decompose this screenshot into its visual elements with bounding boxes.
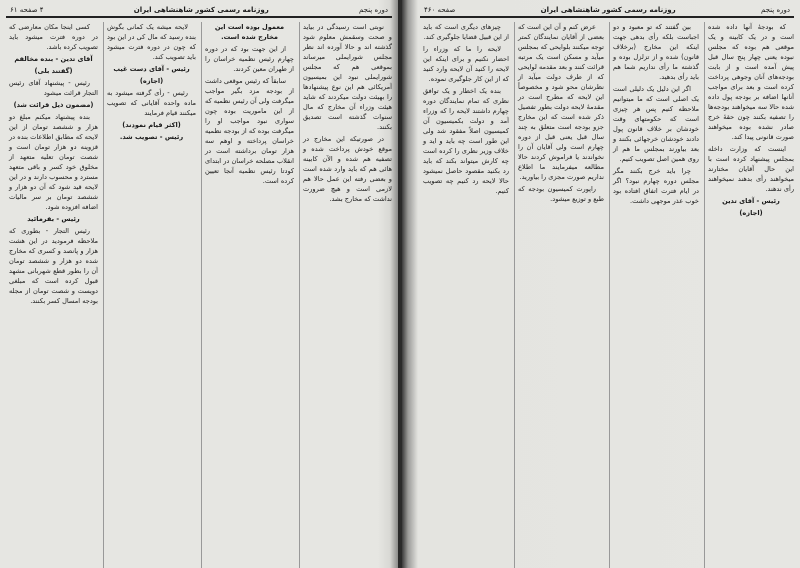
paragraph: که بودجهٔ آنها داده شده است و در یک کابینه و یک موقعی هم بوده که مجلس نبوده یعنی چهار پنج سال قبل پیش آمده است و از بابت بودجه‌های آنان وجوهی پرداخت کرده است و بعد برای مواجب آنانها اضافه بر بودجه پول داده شده حالا سه میخواهند بودجه‌ها را تصفیه بکنند چون حقهٔ خرج صادر نشده بوده میخواهند صورت قانونی پیدا کند. — [708, 23, 794, 141]
text-column — [103, 22, 196, 568]
paragraph: راپورت کمیسیون بودجه که طبع و توزیع میشود. — [518, 185, 604, 203]
paragraph: لایحه را ما که وزراء را احضار نکنیم و برای اینکه این لایحه را کنید آن لایحه وارد کنید که از این کار جلوگیری نموده. — [423, 45, 509, 83]
speaker-line: آقای تدین - بنده مخالفم — [14, 55, 93, 63]
paragraph: عرض کنم و آن این است که بعضی از آقایان نمایندگان کمتر توجه میکنند بلوایحی که بمجلس میآید و مسکن است یک مرتبه قرائت کنند و بعد مقدمه لوایحی که از طرف دولت میآید از نظرشان محو شود و مخصوصاً این لایحه که مطرح است در مقدمهٔ لایحه دولت بطور تفصیل ذکر شده است که این مخارج جزو بودجه است متعلق به چند سال قبل یعنی قبل از دوره چهارم است ولی آقایان آن را نخواندند یا فراموش کردند حالا مطالعه میفرمایند ما اطلاع نداریم صورت مجزی را بیاورید. — [518, 23, 604, 181]
page-number: ۴ صفحه ۶۱ — [10, 6, 44, 14]
session-label: دوره پنجم — [760, 6, 790, 14]
speaker-line: معمول بوده است این مخارج شده است. — [214, 23, 285, 41]
paragraph: بنده پیشنهاد میکنم مبلغ دو هزار و ششصد تومان از این لایحه که مطابق اطلاعات بنده در قزوینه دو هزار تومان است و شصت تومان تعلیه متعهد از مخلوق خود کسر و باقی متعهد مسترد و محسوب دارند و در این لایحه قید شود که آن دو هزار و ششصد تومان بر سر مالیات اضافه افزوده شود. — [9, 113, 98, 211]
speaker-line: (گفتند بلی) — [34, 67, 73, 75]
text-column — [6, 22, 98, 568]
header-rule — [420, 16, 794, 18]
header-rule — [6, 16, 392, 18]
speaker-line: رئیس - آقای تدین — [722, 197, 780, 205]
paragraph: سابقاً که رئیس موقعی داشت از بودجه مزد بگیر مواجب میگرفت ولی آن رئیس نظمیه که از این ماموریت بوده چون سواری نبود مواجب او را میگرفت بوده که از بودجه نظمیه خراسان پرداخته و اوهم سه هزار تومان برداشته است در انقلاب مصلحه خراسان در ابتدای کودتا رئیس نظمیه آنجا تعیین کرده است. — [205, 77, 294, 185]
columns — [6, 22, 392, 568]
text-column — [514, 22, 604, 568]
paragraph: کسی اینجا مکان معارضی که در دوره فترت میشود باید تصویب کرده باشد. — [9, 23, 98, 51]
paragraph: بنده یک اخطار و یک توافق نظری که تمام نمایندگان دوره چهارم داشتند لایحه را که وزراء آمد و دولت بکمیسیون آن کمیسیون اصلاً مفقود شد ولی این طور است چه باید و اید و خلاف وزیر نظری را کرده است چه کارش میتواند بکند که باید رد بکنید مقصود حاصل نمیشود حالا لایحه رد کنیم چه تصویب کنیم. — [423, 87, 509, 195]
page-header — [6, 4, 392, 14]
paragraph: در صورتیکه این مخارج در موقع خودش پرداخت شده و تصفیه هم شده و الآن کابینه هائی هم که باید وارد شده است و بعضی رفته این عمل حالا هم لازمی است و هیچ ضرورت نداشت که مخارج بشد. — [303, 135, 392, 203]
paragraph: چیزهای دیگری است که باید از این قبیل قضایا جلوگیری کند. — [423, 23, 509, 41]
speaker-line: رئیس - بفرمائید — [27, 215, 80, 223]
newspaper-title: روزنامه رسمی کشور شاهنشاهی ایران — [540, 6, 676, 14]
speaker-line: (اجازه) — [139, 77, 164, 85]
paragraph: رئیس - رأی گرفته میشود به ماده واحده آقایانی که تصویب میکنند قیام فرمایند — [107, 89, 196, 117]
paragraph: لایحه میشه یک کمانی بگوش بنده رسید که مال کی در این بود که چون در دوره فترت میشود باید تصویب کند. — [107, 23, 196, 61]
page-right — [402, 0, 800, 568]
speaker-line: (اکثر قیام نمودند) — [122, 121, 181, 129]
columns — [420, 22, 794, 568]
speaker-line: (مضمون ذیل قرائت شد) — [13, 101, 94, 109]
speaker-line: (اجازه) — [739, 209, 763, 217]
text-column — [609, 22, 699, 568]
paragraph: رئیس - پیشنهاد آقای رئیس التجار قرائت میشود — [9, 79, 98, 97]
text-column — [420, 22, 509, 568]
speaker-line: رئیس - تصویب شد. — [119, 133, 184, 141]
speaker-line: رئیس - آقای دست غیب — [113, 65, 190, 73]
page-number: صفحه ۴۶۰ — [424, 6, 456, 14]
newspaper-title: روزنامه رسمی کشور شاهنشاهی ایران — [133, 6, 269, 14]
text-column — [299, 22, 392, 568]
paragraph: رئیس التجار - بطوری که ملاحظه فرمودید در این هشت هزار و پانصد و کسری که مخارج شده دو هزار و ششصد تومان آن را بطور قطع شهربانی مشهد قبول کرده است که مبلغی دویست و شصت تومان از مجله بودجه امسال کسر بکنند. — [9, 227, 98, 305]
paragraph: بین گفتند که تو معبود و دو اجباست بلکه رأی بدهی جهت اینکه این مخارج (برخلاف قانون) شده و از تزلزل بوده و گذشته ما رأی نداریم شما هم باید رأی بدهید. — [613, 23, 699, 81]
paragraph: نوبتی است رسیدگی در بیاید و صحت وسقمش معلوم شود گذشته اند و حالا آورده اند نظر مجلس شورایملی میرساند بموقعی هم که مجلس شورایملی نبود این بمیسیون آمریکائی هم این نوع پیشنهادها را بهیئت دولت میکردند که شاید هیئت وزراء آن مخارج که مال سنوات گذشته است تصدیق بکنند. — [303, 23, 392, 131]
paragraph: اگر این دلیل یک دلیلی است یک اصلی است که ما میتوانیم ملاحظه کنیم پس هر چیزی است که حکومتهای وقت خودشان بر خلاف قانون پول دادند خودشان خرجهائی بکنند و بعد بیاورند بمجلس ما هم از روی همین اصل تصویب کنیم. — [613, 85, 699, 163]
text-column — [704, 22, 794, 568]
paragraph: اینست که وزارت داخله بمجلس پیشنهاد کرده است با این حال آقایان مختارند میخواهند رأی بدهند نمیخواهند رأی ندهند. — [708, 145, 794, 193]
page-left — [0, 0, 398, 568]
page-header — [420, 4, 794, 14]
text-column — [201, 22, 294, 568]
paragraph: از این جهت بود که در دوره چهارم رئیس نظمیه خراسان را از طهران معین کردند. — [205, 45, 294, 73]
session-label: دوره پنجم — [358, 6, 388, 14]
paragraph: چرا باید خرج بکنند مگر مجلس دوره چهارم نبود؟ اگر در ایام فترت اتفاق افتاده بود خوب عذر موجهی داشت. — [613, 167, 699, 205]
